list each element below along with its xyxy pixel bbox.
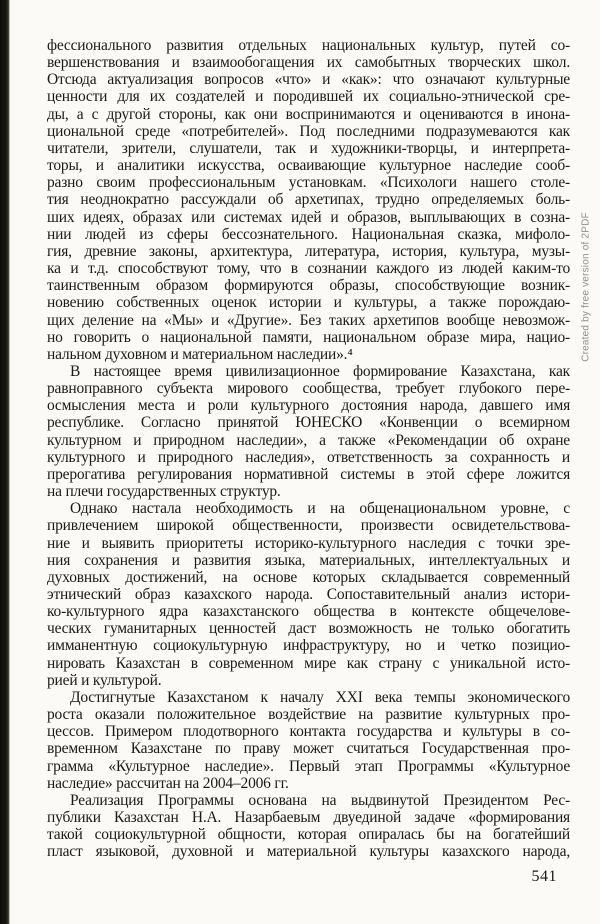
text-line: этнический образ казахского народа. Сопоставительный анализ истори- [47,586,570,603]
text-line: Однако настала необходимость и на общенациональном уровне, с [70,500,570,518]
text-line: новению собственных оценок истории и культуры, а также порождаю- [47,294,570,312]
text-line: ния сохранения и развития языка, материальных, интеллектуальных и [47,551,570,569]
text-line: гия, древние законы, архитектура, литература, история, культура, музы- [47,242,570,260]
text-line: торы, и аналитики искусства, осваивающие культурное наследие сооб- [47,157,570,175]
book-binding-shadow-strip [0,0,10,924]
text-line: ка и т.д. способствуют тому, что в сознании каждого из людей каким-то [47,260,570,278]
text-line: культурного и природного наследия», ответственность за сохранность и [47,448,570,466]
text-line: республике. Согласно принятой ЮНЕСКО «Конвенции о всемирном [47,414,570,432]
text-line: но говорить о национальной памяти, национальном образе мира, нацио- [47,328,570,346]
text-line: ние и выявить приоритеты историко-культурного наследия с точки зре- [47,534,570,552]
text-line: на плечи государственных структур. [47,483,281,501]
text-line: нировать Казахстан в современном мире как страну с уникальной исто- [47,654,570,672]
text-line: привлечением широкой общественности, произвести освидетельствова- [47,517,570,535]
text-line: ко-культурного ядра казахстанского общества в контексте общечелове- [47,603,570,621]
text-line: ценности для их создателей и породившей их социально-этнической сре- [47,88,570,106]
text-line: имманентную социокультурную инфраструктуру, но и четко позицио- [47,637,570,655]
text-line: нии людей из сферы бессознательного. Национальная сказка, мифоло- [47,225,570,243]
text-line: тия неоднократно рассуждали об архетипах, трудно определяемых боль- [47,191,570,209]
text-line: грамма «Культурное наследие». Первый этап Программы «Культурное [47,757,570,775]
text-line: фессионального развития отдельных национальных культур, путей со- [47,37,570,54]
text-line: ших идеях, образах или системах идей и образов, выплывающих в созна- [47,208,570,226]
text-line: вершенствования и взаимообогащения их самобытных творческих школ. [47,54,570,72]
text-line: Отсюда актуализация вопросов «что» и «как»: что означают культурные [47,71,570,89]
text-line: временном Казахстане по праву может считаться Государственная про- [47,740,570,758]
text-line: нальном духовном и материальном наследии».⁴ [47,345,353,363]
text-line: такой социокультурной общности, которая опиралась бы на богатейший [47,826,570,844]
text-line: осмысления места и роли культурного достояния народа, давшего имя [47,397,570,415]
text-line: щих деление на «Мы» и «Другие». Без таких архетипов вообще невозмож- [47,311,570,329]
text-line: Достигнутые Казахстаном к началу XXI века темпы экономического [70,688,570,706]
text-line: ды, а с другой стороны, как они воспринимаются и оцениваются в инона- [47,105,570,123]
body-text [47,37,570,861]
text-line: ческих гуманитарных ценностей даст возможность не только обогатить [47,620,570,638]
text-line: духовных достижений, на основе которых складывается современный [47,568,570,586]
text-line: публики Казахстан Н.А. Назарбаевым двуединой задаче «формирования [47,809,570,827]
text-line: рией и культурой. [47,671,162,689]
text-line: читатели, зрители, слушатели, так и художники-творцы, и интерпрета- [47,139,570,157]
text-line: роста оказали положительное воздействие на развитие культурных про- [47,706,570,724]
text-line: цессов. Примером плодотворного контакта государства и культуры в со- [47,723,570,741]
text-line: таинственным образом формируются образы, способствующие возник- [47,277,570,295]
text-line: прерогатива регулирования нормативной системы в этой сфере ложится [47,465,570,483]
page-number: 541 [531,868,557,885]
text-line: Реализация Программы основана на выдвинутой Президентом Рес- [70,791,570,809]
text-line: В настоящее время цивилизационное формирование Казахстана, как [70,362,570,380]
text-line: пласт языковой, духовной и материальной культуры казахского народа, [47,843,570,861]
text-line: наследие» рассчитан на 2004–2006 гг. [47,774,289,792]
text-line: разно своим профессиональным установкам. «Психологи нашего столе- [47,174,570,192]
text-line: циональной среде «потребителей». Под последними подразумеваются как [47,122,570,140]
text-line: равноправного субъекта мирового сообщества, требует глубокого пере- [47,380,570,398]
text-line: культурном и природном наследии», а также «Рекомендации об охране [47,431,570,449]
watermark-text: Created by free version of 2PDF [580,212,592,362]
